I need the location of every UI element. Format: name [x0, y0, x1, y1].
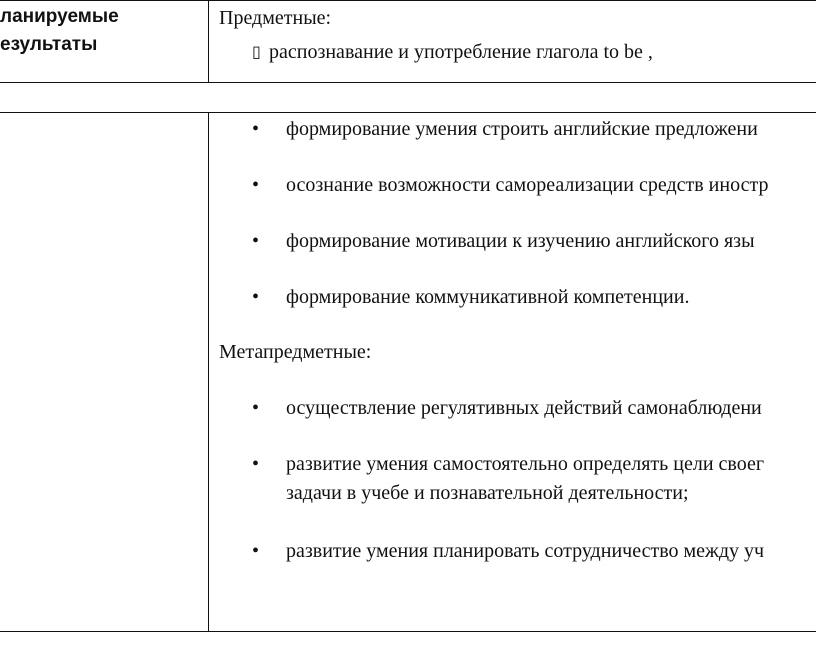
- box-glyph-icon: ▯: [252, 42, 261, 61]
- column-divider-bottom: [208, 112, 209, 632]
- bullet-icon: •: [252, 174, 260, 196]
- meta-item-1: осуществление регулятивных действий самонаблюдени: [286, 397, 762, 419]
- bullet-icon: •: [252, 397, 260, 419]
- subject-heading: Предметные:: [219, 7, 332, 29]
- meta-item-2-continuation: задачи в учебе и познавательной деятельности;: [286, 482, 689, 504]
- subject-item-5: формирование коммуникативной компетенции.: [286, 286, 690, 308]
- subject-item-3: осознание возможности самореализации средств иностр: [286, 174, 769, 196]
- meta-heading: Метапредметные:: [219, 341, 372, 363]
- bullet-icon: •: [252, 453, 260, 475]
- meta-item-3: развитие умения планировать сотрудничество между уч: [286, 540, 765, 562]
- column-divider-top: [208, 0, 209, 83]
- meta-item-2: развитие умения самостоятельно определять цели своег: [286, 453, 765, 475]
- subject-item-4: формирование мотивации к изучению английского язы: [286, 230, 755, 252]
- bullet-icon: •: [252, 286, 260, 308]
- subject-item-2: формирование умения строить английские предложени: [286, 118, 758, 140]
- table-bottom-border: [0, 631, 816, 632]
- results-label-line2: езультаты: [0, 34, 98, 55]
- bullet-icon: •: [252, 230, 260, 252]
- row1-bottom-border: [0, 82, 816, 83]
- subject-item-1: распознавание и употребление глагола to be ,: [269, 41, 653, 63]
- bullet-icon: •: [252, 540, 260, 562]
- results-label-line1: ланируемые: [0, 6, 119, 27]
- row2-top-border: [0, 112, 816, 113]
- table-top-border: [0, 0, 816, 1]
- bullet-icon: •: [252, 118, 260, 140]
